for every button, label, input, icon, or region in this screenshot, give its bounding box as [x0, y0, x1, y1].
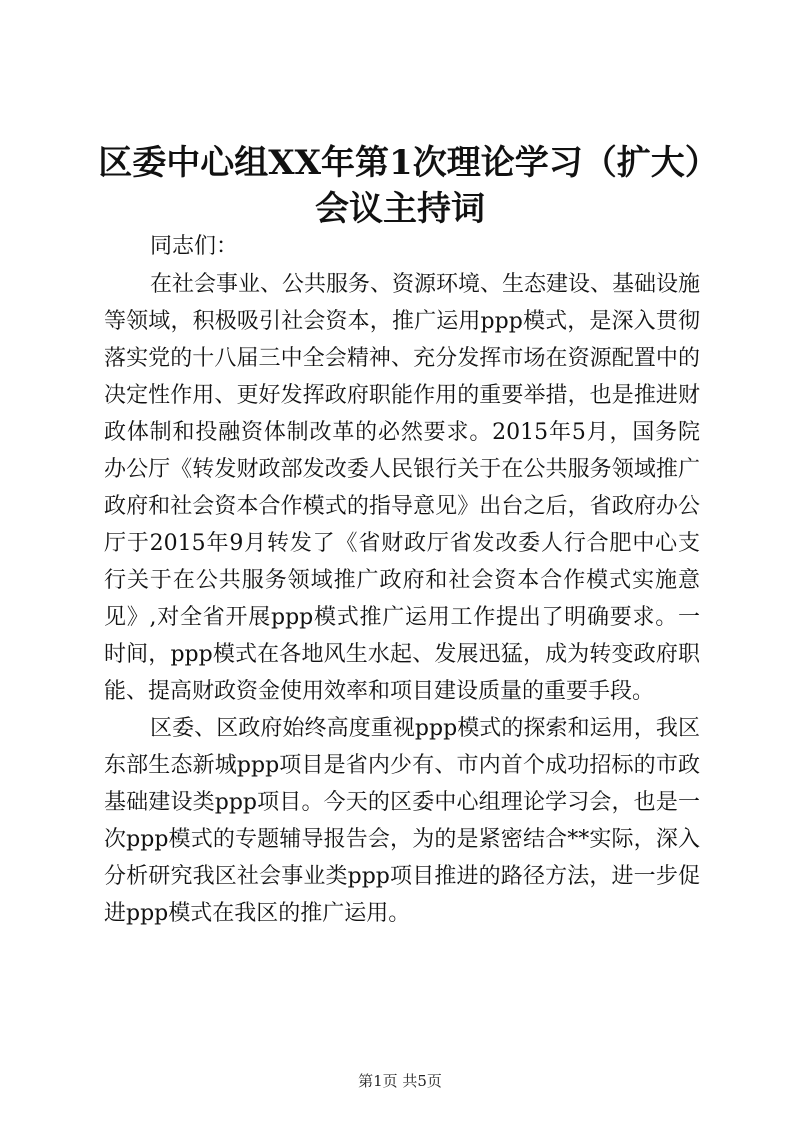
page-footer: 第1页 共5页 — [358, 1072, 442, 1090]
document-title: 区委中心组XX年第1次理论学习（扩大）会议主持词 — [98, 143, 702, 229]
salutation: 同志们： — [150, 234, 239, 259]
document-body — [104, 266, 700, 932]
paragraph-2: 区委、区政府始终高度重视ppp模式的探索和运用，我区东部生态新城ppp项目是省内少有、市内首个成功招标的市政基础建设类ppp项目。今天的区委中心组理论学习会，也是一次ppp模式的专题辅导报告会，为的是紧密结合**实际，深入分析研究我区社会事业类ppp项目推进的路径方法，进一步促进ppp模式在我区的推广运用。 — [104, 716, 700, 926]
paragraph-1: 在社会事业、公共服务、资源环境、生态建设、基础设施等领域，积极吸引社会资本，推广运用ppp模式，是深入贯彻落实党的十八届三中全会精神、充分发挥市场在资源配置中的决定性作用、更好发挥政府职能作用的重要举措，也是推进财政体制和投融资体制改革的必然要求。2015年5月，国务院办公厅《转发财政部发改委人民银行关于在公共服务领域推广政府和社会资本合作模式的指导意见》出台之后，省政府办公厅于2015年9月转发了《省财政厅省发改委人行合肥中心支行关于在公共服务领域推广政府和社会资本合作模式实施意见》,对全省开展ppp模式推广运用工作提出了明确要求。一时间，ppp模式在各地风生水起、发展迅猛，成为转变政府职能、提高财政资金使用效率和项目建设质量的重要手段。 — [104, 272, 701, 704]
